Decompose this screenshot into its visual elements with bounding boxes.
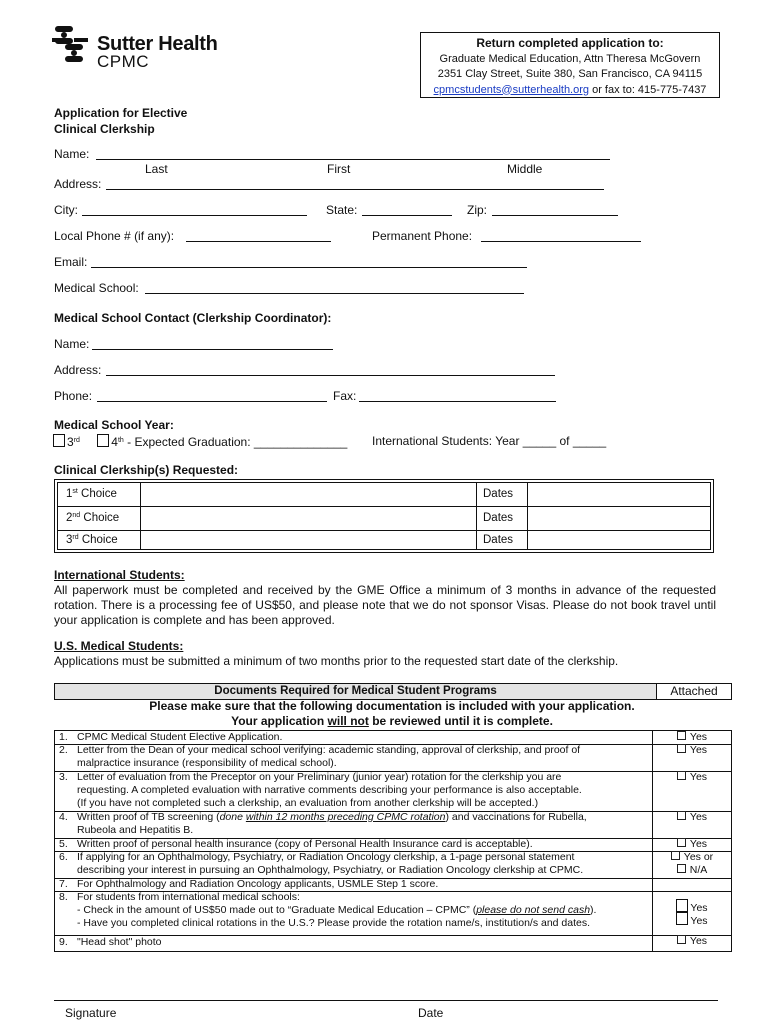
school-year-row (53, 434, 347, 449)
return-line2: 2351 Clay Street, Suite 380, San Francisco, CA 94115 (437, 68, 703, 80)
clerkship-row (58, 483, 710, 507)
clerkship-table (54, 479, 714, 553)
dates-label: Dates (476, 483, 528, 506)
doc-item-7: 7. For Ophthalmology and Radiation Oncology applicants, USMLE Step 1 score. (55, 878, 731, 892)
year-3rd-sup: rd (73, 437, 80, 444)
name-field[interactable] (96, 159, 610, 160)
intl-year: International Students: Year _____ of _____ (372, 434, 607, 448)
dates-3-field[interactable] (530, 531, 710, 549)
form-title-line2: Clinical Clerkship (54, 122, 155, 136)
doc-6-checkbox-na[interactable] (677, 864, 686, 873)
local-phone-field[interactable] (186, 241, 331, 242)
clerkship-row (58, 531, 710, 549)
documents-heading: Documents Required for Medical Student Programs (55, 684, 657, 699)
us-heading: U.S. Medical Students: (54, 639, 184, 653)
local-phone-label: Local Phone # (if any): (54, 229, 175, 243)
contact-address-label: Address: (54, 363, 102, 377)
doc-item-4: 4. Written proof of TB screening (done within 12 months preceding CPMC rotation) and vaccinations for Rubella, Rubeola and Hepatitis B. Yes (55, 811, 731, 839)
signature-label: Signature (65, 1006, 117, 1020)
city-field[interactable] (82, 215, 307, 216)
contact-name-label: Name: (54, 337, 90, 351)
first-label: First (327, 162, 351, 176)
clerkships-heading: Clinical Clerkship(s) Requested: (54, 463, 239, 477)
form-title (54, 105, 187, 137)
email-field[interactable] (91, 267, 527, 268)
contact-fax-field[interactable] (359, 401, 556, 402)
last-label: Last (145, 162, 168, 176)
dates-label: Dates (476, 507, 528, 530)
address-field[interactable] (106, 189, 604, 190)
contact-phone-field[interactable] (97, 401, 327, 402)
choice-1-field[interactable] (142, 483, 475, 506)
doc-8-checkbox-rotations[interactable] (676, 912, 688, 925)
us-text: Applications must be submitted a minimum of two months prior to the requested start date of the clerkship. (54, 654, 619, 668)
city-label: City: (54, 203, 78, 217)
choice-label: 1st Choice (58, 483, 141, 506)
state-field[interactable] (362, 215, 452, 216)
dates-1-field[interactable] (530, 483, 710, 506)
year-3rd-checkbox[interactable] (53, 434, 65, 447)
signature-line[interactable] (54, 1000, 718, 1001)
zip-label: Zip: (467, 203, 488, 217)
choice-label: 3rd Choice (58, 531, 141, 549)
return-line3 (421, 83, 719, 99)
return-address-box (420, 32, 720, 98)
contact-address-field[interactable] (106, 375, 555, 376)
dates-label: Dates (476, 531, 528, 549)
return-email-link[interactable]: cpmcstudents@sutterhealth.org (433, 83, 590, 96)
permanent-phone-field[interactable] (481, 241, 641, 242)
doc-item-8: 8. For students from international medical schools: - Check in the amount of US$50 made out to “Graduate Medical Education – CPMC” (please do not send cash). - Have you completed clinical rotations in the U.S.? Please provide the rotation name/s, institution/s and dates. Yes Yes (55, 891, 731, 936)
school-year-heading: Medical School Year: (54, 418, 174, 432)
return-line1: Graduate Medical Education, Attn Theresa McGovern (439, 52, 701, 65)
year-4th-checkbox[interactable] (97, 434, 109, 447)
medical-school-label: Medical School: (54, 281, 139, 295)
form-title-line1: Application for Elective (54, 106, 188, 120)
documents-table (54, 730, 732, 952)
return-fax: or fax to: 415-775-7437 (589, 83, 707, 96)
doc-item-5: 5. Written proof of personal health insurance (copy of Personal Health Insurance card is acceptable). Yes (55, 838, 731, 852)
address-label: Address: (54, 177, 102, 191)
name-label: Name: (54, 147, 90, 161)
international-heading: International Students: (54, 568, 185, 582)
contact-heading: Medical School Contact (Clerkship Coordinator): (54, 311, 332, 325)
medical-school-field[interactable] (145, 293, 524, 294)
sutter-logo-icon (50, 24, 90, 66)
doc-item-3: 3. Letter of evaluation from the Preceptor on your Preliminary (junior year) rotation for the clerkship you are requesting. A completed evaluation with narrative comments describing your performance is also acceptable. (If you have not completed such a clerkship, an evaluation from another clerkship will be accepted.) Yes (55, 771, 731, 812)
permanent-phone-label: Permanent Phone: (372, 229, 473, 243)
doc-9-checkbox[interactable] (677, 935, 686, 944)
zip-field[interactable] (492, 215, 618, 216)
contact-phone-label: Phone: (54, 389, 93, 403)
contact-name-field[interactable] (92, 349, 333, 350)
international-text: All paperwork must be completed and received by the GME Office a minimum of 3 months in advance of the requested rotation. There is a processing fee of US$50, and please note that we do not sponsor Visas. Please do not book travel until your application is complete and has been approved. (54, 583, 716, 627)
logo-name: Sutter Health (97, 33, 218, 55)
clerkship-row (58, 507, 710, 531)
doc-5-checkbox[interactable] (677, 838, 686, 847)
expected-graduation: - Expected Graduation: ______________ (123, 435, 348, 449)
choice-3-field[interactable] (142, 531, 475, 549)
documents-note2: Your application will not be reviewed until it is complete. (231, 714, 553, 728)
doc-2-checkbox[interactable] (677, 744, 686, 753)
year-4th-sup: th (117, 437, 124, 444)
choice-label: 2nd Choice (58, 507, 141, 530)
attached-heading: Attached (670, 684, 718, 698)
doc-3-checkbox[interactable] (677, 771, 686, 780)
state-label: State: (326, 203, 358, 217)
year-3rd-label: 3 (67, 435, 74, 449)
year-4th-label: 4 (111, 435, 118, 449)
sutter-health-logo (50, 24, 90, 66)
doc-4-checkbox[interactable] (677, 811, 686, 820)
logo-sub: CPMC (97, 52, 150, 71)
choice-2-field[interactable] (142, 507, 475, 530)
email-label: Email: (54, 255, 88, 269)
doc-item-1: 1. CPMC Medical Student Elective Application. Yes (55, 731, 731, 745)
doc-6-checkbox-yes[interactable] (671, 851, 680, 860)
return-title: Return completed application to: (476, 36, 664, 50)
doc-item-9: 9. "Head shot" photo Yes (59, 935, 708, 948)
doc-1-checkbox[interactable] (677, 731, 686, 740)
doc-item-2: 2. Letter from the Dean of your medical school verifying: academic standing, approval of clerkship, and proof of malpractice insurance (responsibility of medical school). Yes (55, 744, 731, 772)
dates-2-field[interactable] (530, 507, 710, 530)
doc-8-checkbox-check[interactable] (676, 899, 688, 912)
contact-fax-label: Fax: (333, 389, 357, 403)
middle-label: Middle (507, 162, 543, 176)
documents-note1: Please make sure that the following documentation is included with your application. (149, 699, 635, 713)
date-label: Date (418, 1006, 444, 1020)
doc-item-6: 6. If applying for an Ophthalmology, Psychiatry, or Radiation Oncology clerkship, a 1-page personal statement describing your interest in pursuing an Ophthalmology, Psychiatry, or Radiation Oncology clerkship at CPMC. Yes or N/A (55, 851, 731, 879)
documents-header (54, 683, 732, 700)
